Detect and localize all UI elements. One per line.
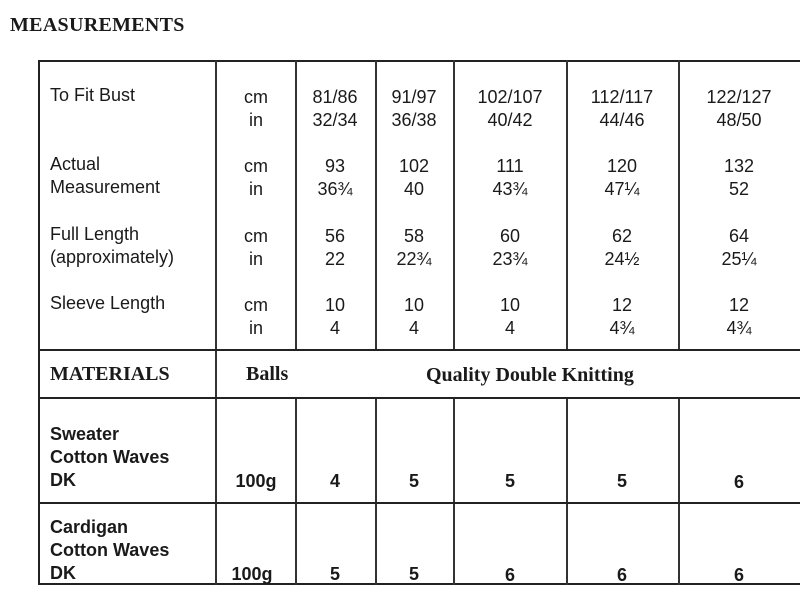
column-divider [566,60,568,350]
row-label: Actual [50,154,101,174]
unit-label: in [248,249,264,269]
material-label: DK [50,470,76,490]
table-cell: 5 [408,471,420,491]
column-divider [678,60,680,350]
table-cell: 10 [499,295,521,315]
table-cell: 22 [324,249,346,269]
row-label: Measurement [50,177,161,197]
table-cell: 10 [403,295,425,315]
table-cell: 6 [504,565,516,585]
row-divider [38,397,800,399]
table-cell: 25¼ [721,249,757,269]
yarn-quality-heading: Quality Double Knitting [426,364,634,386]
row-label: Full Length [50,224,140,244]
row-label: (approximately) [50,247,175,267]
unit-label: cm [244,295,268,315]
table-cell: 4 [329,471,341,491]
material-label: Cardigan [50,517,129,537]
column-divider [375,398,377,585]
table-cell: 5 [329,564,341,584]
table-cell: 58 [403,226,425,246]
material-label: DK [50,563,76,583]
table-cell: 102 [398,156,430,176]
table-cell: 24½ [604,249,640,269]
table-cell: 32/34 [312,110,358,130]
table-cell: 6 [616,565,628,585]
table-cell: 111 [496,156,524,176]
table-cell: 40/42 [487,110,533,130]
table-cell: 22¾ [396,249,432,269]
row-divider [38,502,800,504]
material-label: Cotton Waves [50,447,170,467]
column-divider [566,398,568,585]
table-cell: 10 [324,295,346,315]
unit-label: in [248,179,264,199]
table-cell: 40 [403,179,425,199]
table-cell: 47¼ [604,179,640,199]
column-divider [375,60,377,350]
table-cell: 36¾ [317,179,353,199]
unit-label: cm [244,156,268,176]
table-cell: 102/107 [477,87,543,107]
table-cell: 112/117 [590,87,654,107]
table-cell: 6 [733,565,745,585]
column-divider [295,60,297,350]
table-cell: 48/50 [716,110,762,130]
table-cell: 5 [504,471,516,491]
column-divider [215,60,217,585]
unit-label: in [248,318,264,338]
row-label: Sleeve Length [50,293,166,313]
unit-label: in [248,110,264,130]
table-cell: 5 [408,564,420,584]
table-cell: 93 [324,156,346,176]
table-cell: 81/86 [312,87,358,107]
table-cell: 122/127 [706,87,772,107]
page-title: MEASUREMENTS [10,14,185,36]
material-weight: 100g [231,564,273,584]
table-cell: 56 [324,226,346,246]
row-divider [38,349,800,351]
material-weight: 100g [235,471,277,491]
table-cell: 52 [728,179,750,199]
table-cell: 4 [329,318,341,338]
table-cell: 6 [733,472,745,492]
column-divider [453,60,455,350]
materials-heading: MATERIALS [50,363,170,385]
column-divider [295,398,297,585]
table-cell: 62 [611,226,633,246]
unit-label: cm [244,226,268,246]
unit-label: cm [244,87,268,107]
table-cell: 91/97 [391,87,437,107]
table-cell: 12 [611,295,633,315]
table-cell: 23¾ [492,249,528,269]
table-cell: 4¾ [726,318,752,338]
balls-heading: Balls [246,363,289,385]
table-cell: 132 [723,156,755,176]
table-cell: 4¾ [609,318,635,338]
table-cell: 44/46 [599,110,645,130]
table-cell: 64 [728,226,750,246]
table-cell: 4 [408,318,420,338]
table-cell: 43¾ [492,179,528,199]
table-cell: 5 [616,471,628,491]
column-divider [678,398,680,585]
material-label: Sweater [50,424,120,444]
table-cell: 120 [606,156,638,176]
table-cell: 36/38 [391,110,437,130]
row-label: To Fit Bust [50,85,136,105]
table-cell: 60 [499,226,521,246]
column-divider [453,398,455,585]
material-label: Cotton Waves [50,540,170,560]
table-cell: 12 [728,295,750,315]
table-cell: 4 [504,318,516,338]
